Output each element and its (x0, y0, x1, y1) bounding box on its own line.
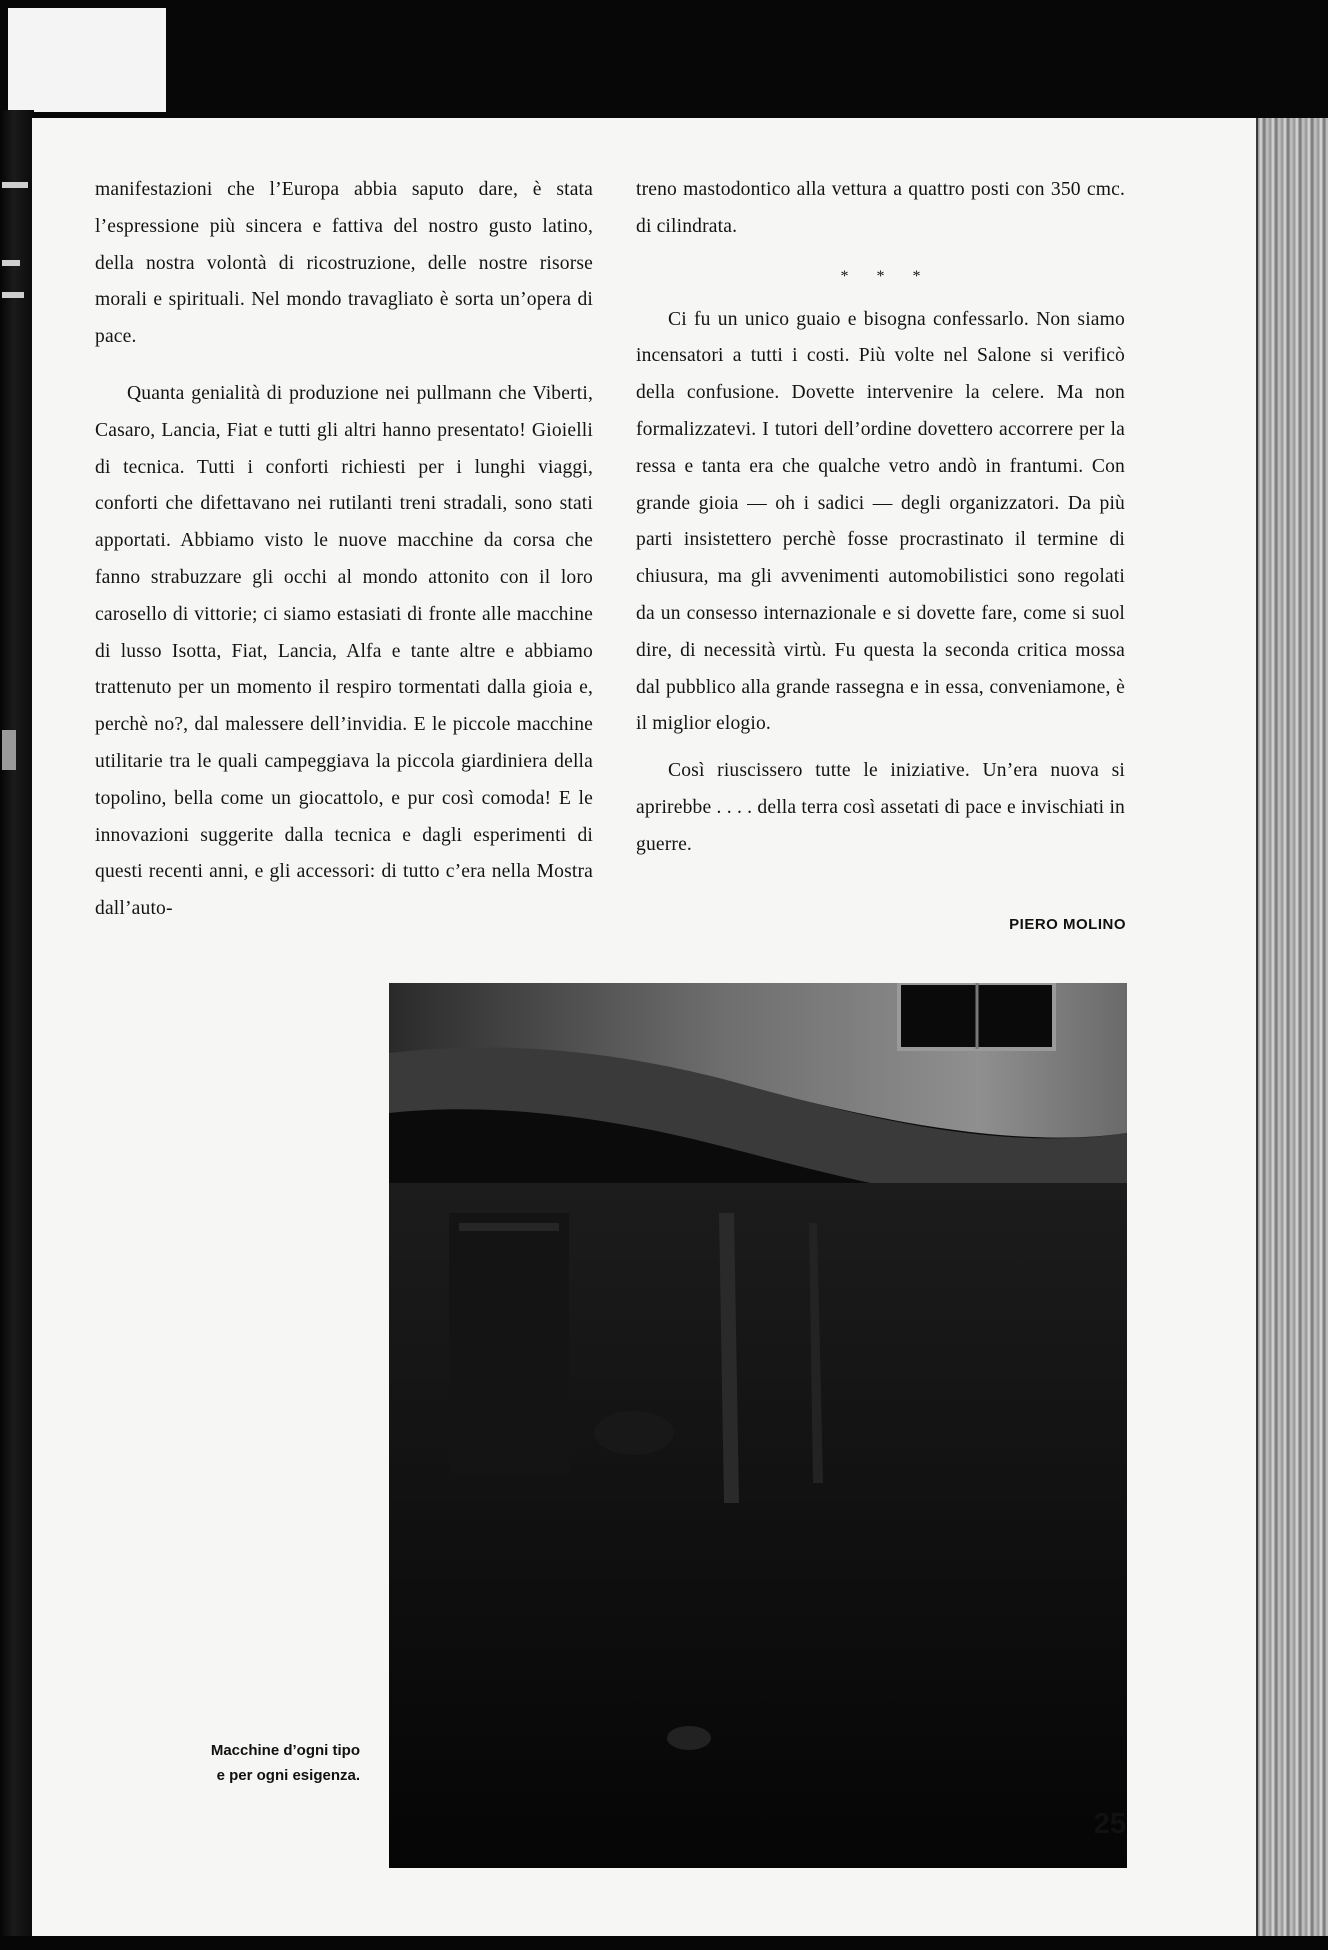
scan-bottom-border (0, 1936, 1328, 1950)
section-separator: * * * (840, 267, 933, 285)
paragraph: Quanta genialità di produzione nei pullmann che Viberti, Casaro, Lancia, Fiat e tutti gli altri hanno presentato! Gioielli di tecnica. Tutti i conforti richiesti per i lunghi viaggi, conforti che difettavano nei rutilanti treni stradali, sono stati apportati. Abbiamo visto le nuove macchine da corsa che fanno strabuzzare gli occhi al mondo attonito con il loro carosello di vittorie; ci siamo estasiati di fronte alle macchine di lusso Isotta, Fiat, Lancia, Alfa e tante altre e abbiamo trattenuto per un momento il respiro tormentati dalla gioia e, perchè no?, dal malessere dell’invidia. E le piccole macchine utilitarie tra le quali campeggiava la piccola giardiniera della topolino, bella come un giocattolo, e pur così comoda! E le innovazioni suggerite dalla tecnica e dagli esperimenti di questi recenti anni, e gli accessori: di tutto c’era nella Mostra dall’auto- (95, 382, 593, 920)
photo-caption (110, 1738, 360, 1788)
scan-left-border (0, 110, 34, 1950)
binding-mark (2, 730, 16, 770)
paragraph: Ci fu un unico guaio e bisogna confessarlo. Non siamo incensatori a tutti i costi. Più volte nel Salone si verificò della confusione. Dovette intervenire la celere. Ma non formalizzatevi. I tutori dell’ordine dovettero accorrere per la ressa e tanta era che qualche vetro andò in frantumi. Con grande gioia — oh i sadici — degli organizzatori. Da più parti insistettero perchè fosse procrastinato il termine di chiusura, ma gli avvenimenti automobilistici sono regolati da un consesso internazionale e si dovette fare, come si suol dire, di necessità virtù. Fu questa la seconda critica mossa dal pubblico alla grande rassegna e in essa, conveniamone, è il miglior elogio. (636, 308, 1125, 735)
article-right-column (636, 172, 1125, 864)
caption-line: Macchine d’ogni tipo (210, 1742, 360, 1759)
book-edge-pages (1258, 118, 1328, 1938)
paragraph: treno mastodontico alla vettura a quattro posti con 350 cmc. di cilindrata. (636, 179, 1125, 237)
caption-line: e per ogni esigenza. (216, 1767, 360, 1784)
exhibition-photo (389, 983, 1127, 1868)
paragraph: Così riuscissero tutte le iniziative. Un’era nuova si aprirebbe . . . . della terra così assetati di pace e invischiati in guerre. (636, 760, 1125, 855)
article-left-column (95, 172, 593, 928)
binding-mark (2, 182, 28, 188)
page-number: 25 (1093, 1808, 1126, 1840)
photo-image (389, 983, 1127, 1868)
author-signature: PIERO MOLINO (1009, 916, 1126, 933)
scan-top-border (0, 0, 1328, 120)
binding-mark (2, 292, 24, 298)
scan-corner-tab (8, 8, 166, 112)
paragraph: manifestazioni che l’Europa abbia saputo dare, è stata l’espressione più sincera e fattiva del nostro gusto latino, della nostra volontà di ricostruzione, delle nostre risorse morali e spirituali. Nel mondo travagliato è sorta un’opera di pace. (95, 179, 593, 348)
binding-mark (2, 260, 20, 266)
